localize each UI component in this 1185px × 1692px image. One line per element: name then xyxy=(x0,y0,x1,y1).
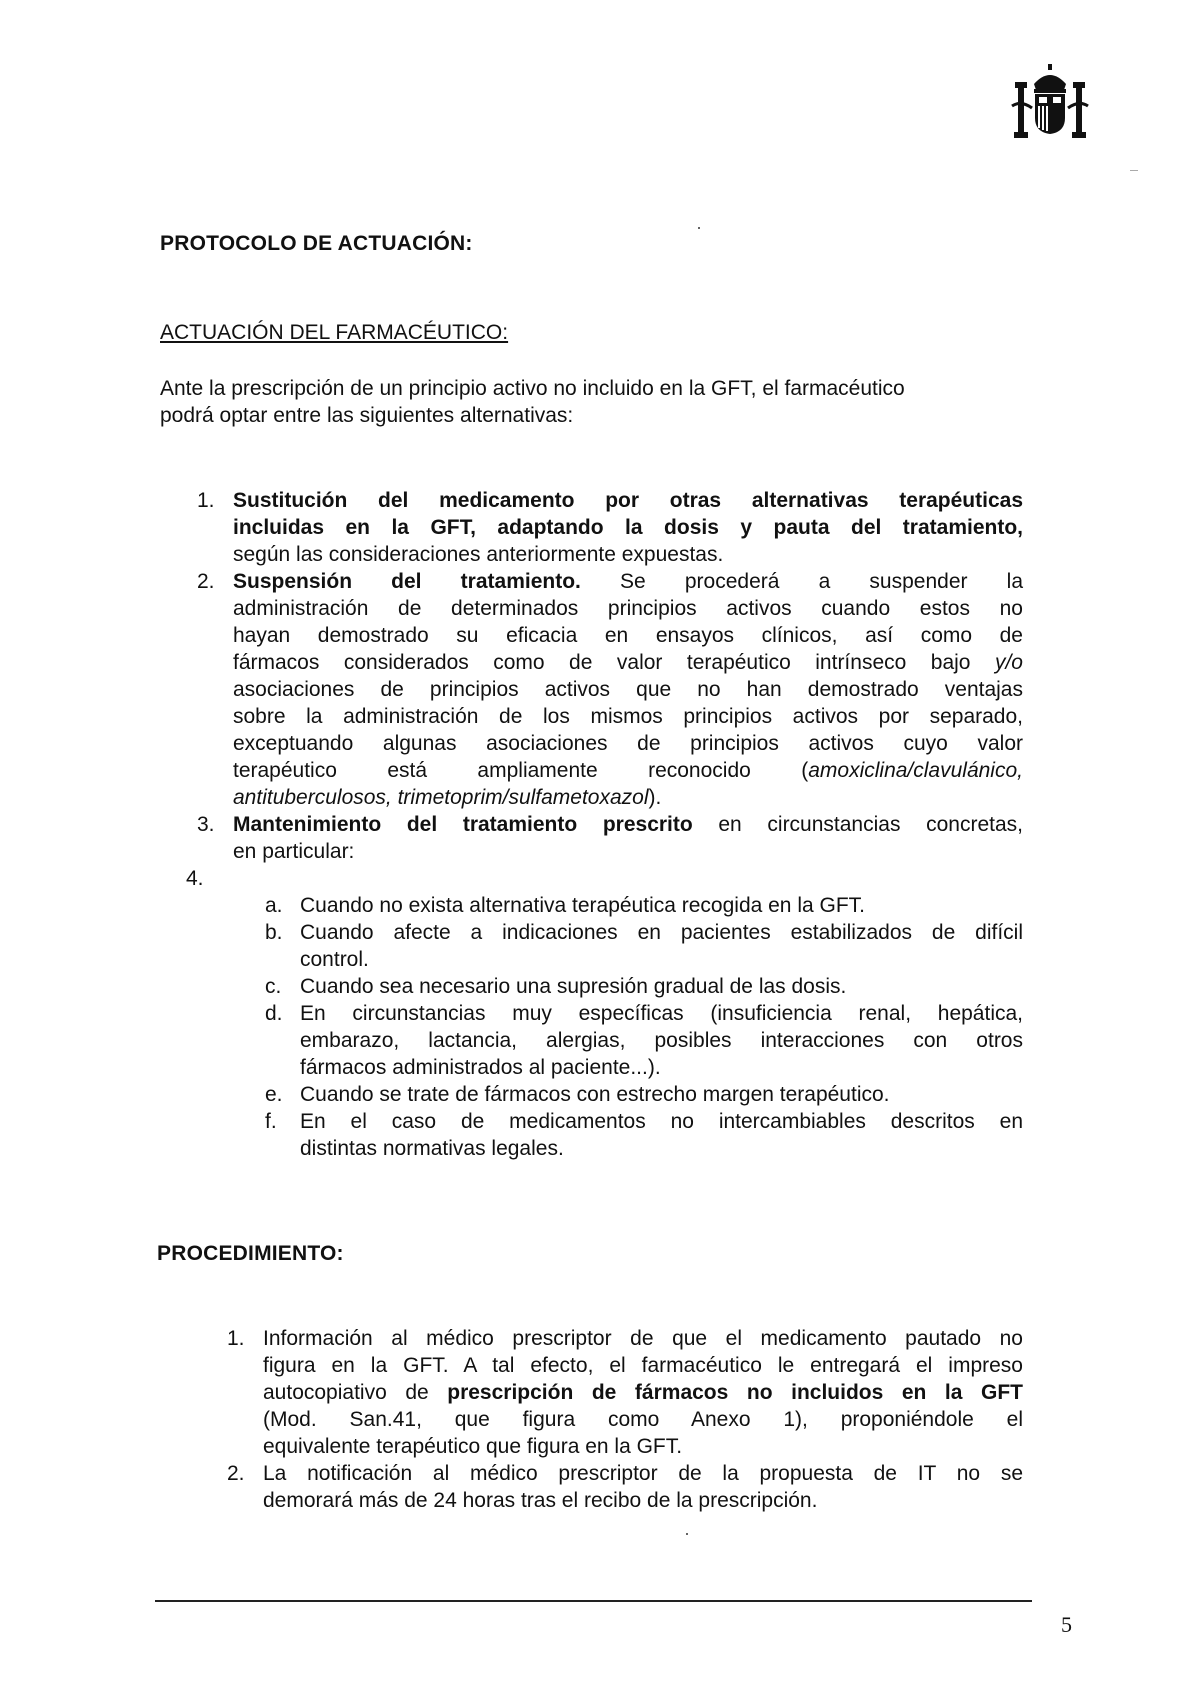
italic-text: antituberculosos, trimetoprim/sulfametoxazol xyxy=(233,786,649,809)
list-line xyxy=(233,757,1023,784)
scan-dot xyxy=(698,227,700,229)
italic-text: y/o xyxy=(970,651,1023,674)
text: ). xyxy=(648,786,662,809)
bold-text: incluidas en la GFT, adaptando la dosis y pauta del tratamiento, xyxy=(233,516,1023,539)
sublist-line: control. xyxy=(300,948,369,971)
text: fármacos considerados como de valor terapéutico intrínseco bajo xyxy=(233,651,971,674)
sublist-item xyxy=(300,1108,1023,1162)
sublist-letter: d. xyxy=(265,1002,283,1025)
list-line xyxy=(263,1379,1023,1406)
list-line: figura en la GFT. A tal efecto, el farmacéutico le entregará el impreso xyxy=(263,1354,1023,1377)
intro-line: podrá optar entre las siguientes alternativas: xyxy=(160,404,574,427)
list-line xyxy=(233,514,1023,541)
sublist-line: Cuando se trate de fármacos con estrecho margen terapéutico. xyxy=(300,1083,890,1106)
sublist-letter: c. xyxy=(265,975,282,998)
list-line xyxy=(233,649,1023,676)
sublist-line: En circunstancias muy específicas (insuficiencia renal, hepática, xyxy=(300,1002,1023,1025)
bold-text: Suspensión del tratamiento. xyxy=(233,570,581,593)
intro-paragraph xyxy=(160,375,1025,429)
list-line: asociaciones de principios activos que no han demostrado ventajas xyxy=(233,678,1023,701)
list-number: 2. xyxy=(227,1462,245,1485)
list-line xyxy=(233,784,1023,811)
list-line: sobre la administración de los mismos principios activos por separado, xyxy=(233,705,1023,728)
sublist-letter: a. xyxy=(265,894,283,917)
sublist-line: embarazo, lactancia, alergias, posibles interacciones con otros xyxy=(300,1029,1023,1052)
list-line: Información al médico prescriptor de que el medicamento pautado no xyxy=(263,1327,1023,1350)
sublist-item xyxy=(300,1000,1023,1081)
list-number: 3. xyxy=(197,813,215,836)
sublist-item xyxy=(300,919,1023,973)
section-title-protocolo: PROTOCOLO DE ACTUACIÓN: xyxy=(160,232,473,255)
intro-line: Ante la prescripción de un principio activo no incluido en la GFT, el farmacéutico xyxy=(160,377,905,400)
text: Se procederá a suspender la xyxy=(580,570,1024,593)
list-line: demorará más de 24 horas tras el recibo de la prescripción. xyxy=(263,1489,818,1512)
bold-text: Sustitución del medicamento por otras alternativas terapéuticas xyxy=(233,489,1023,512)
text: autocopiativo de xyxy=(263,1381,448,1404)
subsection-title-farmaceutico: ACTUACIÓN DEL FARMACÉUTICO: xyxy=(160,321,509,344)
list-line: hayan demostrado su eficacia en ensayos clínicos, así como de xyxy=(233,624,1023,647)
sublist-line: Cuando afecte a indicaciones en pacientes estabilizados de difícil xyxy=(300,921,1023,944)
list-number: 1. xyxy=(227,1327,245,1350)
scan-dot xyxy=(686,1533,688,1535)
bold-text: Mantenimiento del tratamiento prescrito xyxy=(233,813,693,836)
sublist-letter: b. xyxy=(265,921,283,944)
bold-text: prescripción de fármacos no incluidos en la GFT xyxy=(447,1381,1023,1404)
sublist-letter: f. xyxy=(265,1110,277,1133)
page-number: 5 xyxy=(1061,1612,1072,1637)
list-line xyxy=(233,811,1023,838)
text: en circunstancias concretas, xyxy=(692,813,1023,836)
sublist-line: Cuando no exista alternativa terapéutica recogida en la GFT. xyxy=(300,894,866,917)
list-number: 1. xyxy=(197,489,215,512)
list-item xyxy=(263,1325,1023,1460)
list-line xyxy=(233,487,1023,514)
sublist-item xyxy=(300,892,1023,919)
text: terapéutico está ampliamente reconocido ( xyxy=(233,759,809,782)
section-title-procedimiento: PROCEDIMIENTO: xyxy=(157,1242,344,1265)
list-line: La notificación al médico prescriptor de la propuesta de IT no se xyxy=(263,1462,1023,1485)
text: según las consideraciones anteriormente expuestas. xyxy=(233,543,724,566)
sublist-line: Cuando sea necesario una supresión gradual de las dosis. xyxy=(300,975,847,998)
spanish-coat-of-arms-icon xyxy=(1010,62,1090,142)
list-line: exceptuando algunas asociaciones de principios activos cuyo valor xyxy=(233,732,1023,755)
scan-mark xyxy=(1130,170,1138,171)
list-line: en particular: xyxy=(233,840,355,863)
list-number: 4. xyxy=(186,867,204,890)
list-item xyxy=(233,487,1023,568)
sublist-line: En el caso de medicamentos no intercambiables descritos en xyxy=(300,1110,1023,1133)
list-line xyxy=(233,568,1023,595)
sublist-letter: e. xyxy=(265,1083,283,1106)
list-item xyxy=(233,811,1023,865)
footer-rule xyxy=(155,1600,1032,1602)
list-line: administración de determinados principios activos cuando estos no xyxy=(233,597,1023,620)
list-item xyxy=(263,1460,1023,1514)
italic-text: amoxiclina/clavulánico, xyxy=(808,759,1023,782)
sublist-line: fármacos administrados al paciente...). xyxy=(300,1056,661,1079)
list-line: equivalente terapéutico que figura en la GFT. xyxy=(263,1435,683,1458)
list-line xyxy=(233,541,1023,568)
sublist-item xyxy=(300,973,1023,1000)
sublist-item xyxy=(300,1081,1023,1108)
list-item xyxy=(233,568,1023,811)
list-number: 2. xyxy=(197,570,215,593)
sublist-line: distintas normativas legales. xyxy=(300,1137,564,1160)
list-line: (Mod. San.41, que figura como Anexo 1), proponiéndole el xyxy=(263,1408,1023,1431)
